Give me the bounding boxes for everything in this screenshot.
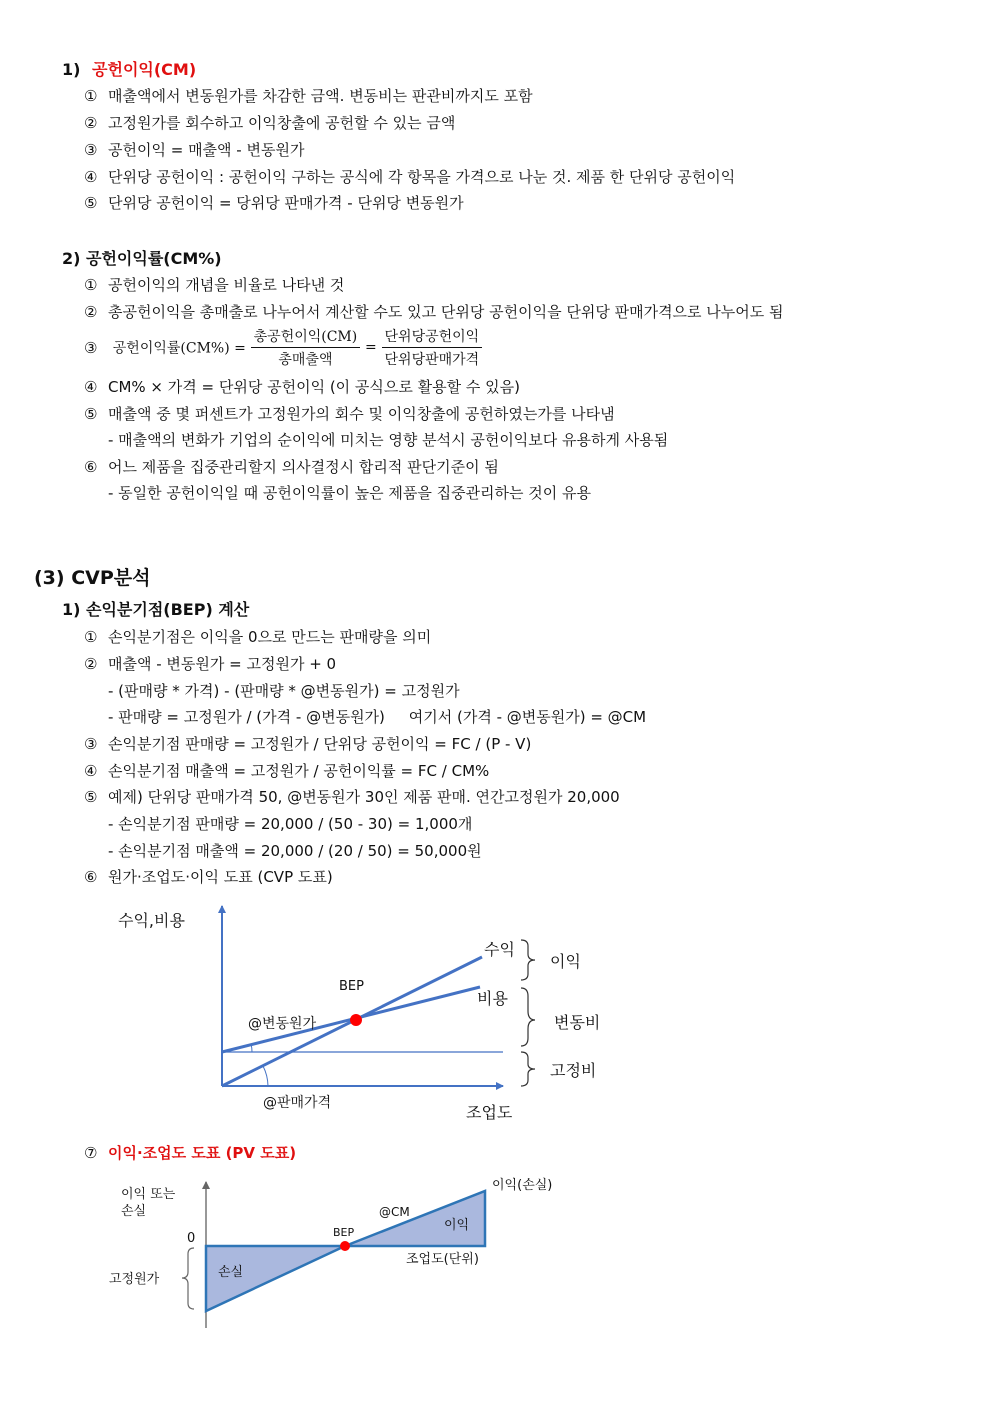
list-item: ⑤ 예제) 단위당 판매가격 50, @변동원가 30인 제품 판매. 연간고정원가 20,000 xyxy=(84,788,620,806)
formula-lhs: 공헌이익률(CM%) = xyxy=(112,340,246,357)
pv-fixed-cost-label: 고정원가 xyxy=(109,1272,160,1287)
list-item: ⑤ 단위당 공헌이익 = 당위당 판매가격 - 단위당 변동원가 xyxy=(84,194,464,212)
list-item: ② 고정원가를 회수하고 이익창출에 공헌할 수 있는 금액 xyxy=(84,114,456,132)
cvp-y-axis-label: 수익,비용 xyxy=(118,911,185,930)
list-item: ④ 손익분기점 매출액 = 고정원가 / 공헌이익률 = FC / CM% xyxy=(84,762,490,780)
pv-chart xyxy=(100,1172,580,1332)
list-sub-item: - 매출액의 변화가 기업의 순이익에 미치는 영향 분석시 공헌이익보다 유용하게 사용됨 xyxy=(108,431,669,449)
cvp-variable-cost-brace xyxy=(521,988,535,1046)
pv-y-axis-label-1: 이익 또는 xyxy=(121,1187,176,1202)
cvp-fixed-cost-brace xyxy=(521,1052,535,1086)
cm-heading-number: 1) xyxy=(62,60,81,79)
cm-heading-title: 공헌이익(CM) xyxy=(92,60,197,79)
pv-chart-heading: ⑦ 이익·조업도 도표 (PV 도표) xyxy=(84,1144,297,1162)
list-item: ② 매출액 - 변동원가 = 고정원가 + 0 xyxy=(84,655,337,673)
list-sub-item: - 손익분기점 판매량 = 20,000 / (50 - 30) = 1,000개 xyxy=(108,815,473,833)
cvp-fixed-cost-label: 고정비 xyxy=(550,1061,597,1080)
cvp-price-angle xyxy=(263,1066,268,1086)
pv-x-axis-label: 조업도(단위) xyxy=(406,1252,479,1267)
formula-item: ③ 공헌이익률(CM%) = $\frac{\text{총공헌이익(CM)}}{\text{총매출액}}$ = $\frac{\text{단위당공헌이익}}{\text{단위당판매가격}}$ xyxy=(84,326,482,369)
list-item: ⑥ 어느 제품을 집중관리할지 의사결정시 합리적 판단기준이 됨 xyxy=(84,458,499,476)
pv-fixed-cost-brace xyxy=(182,1248,194,1309)
pv-bep-point xyxy=(340,1241,350,1251)
list-item: ④ CM% × 가격 = 단위당 공헌이익 (이 공식으로 활용할 수 있음) xyxy=(84,378,520,396)
cvp-revenue-label: 수익 xyxy=(484,940,515,959)
pv-y-axis-label-2: 손실 xyxy=(121,1204,147,1219)
list-sub-item: - 손익분기점 매출액 = 20,000 / (20 / 50) = 50,000원 xyxy=(108,842,482,860)
cvp-chart xyxy=(100,895,660,1130)
bep-heading: 1) 손익분기점(BEP) 계산 xyxy=(62,600,250,619)
pv-profit-loss-label: 이익(손실) xyxy=(492,1178,553,1193)
list-sub-item: - 판매량 = 고정원가 / (가격 - @변동원가) 여기서 (가격 - @변동원가) = @CM xyxy=(108,708,647,726)
cvp-bep-label: BEP xyxy=(339,979,364,994)
pv-profit-area-label: 이익 xyxy=(444,1218,470,1233)
list-item: ③ 공헌이익 = 매출액 - 변동원가 xyxy=(84,141,305,159)
cvp-bep-point xyxy=(350,1014,362,1026)
cvp-profit-brace xyxy=(521,940,535,980)
list-sub-item: - 동일한 공헌이익일 때 공헌이익률이 높은 제품을 집중관리하는 것이 유용 xyxy=(108,484,592,502)
list-item: ③ 손익분기점 판매량 = 고정원가 / 단위당 공헌이익 = FC / (P - V) xyxy=(84,735,532,753)
list-sub-item: - (판매량 * 가격) - (판매량 * @변동원가) = 고정원가 xyxy=(108,682,460,700)
list-item: ② 총공헌이익을 총매출로 나누어서 계산할 수도 있고 단위당 공헌이익을 단위당 판매가격으로 나누어도 됨 xyxy=(84,303,784,321)
formula-fraction-total: $\frac{\text{총공헌이익(CM)}}{\text{총매출액}}$ xyxy=(251,326,361,369)
list-item: ⑥ 원가·조업도·이익 도표 (CVP 도표) xyxy=(84,868,333,886)
pv-loss-area-label: 손실 xyxy=(218,1265,244,1280)
pv-cm-label: @CM xyxy=(379,1205,410,1219)
cmr-heading: 2) 공헌이익률(CM%) xyxy=(62,249,222,268)
cvp-profit-label: 이익 xyxy=(550,952,581,971)
list-item: ① 공헌이익의 개념을 비율로 나타낸 것 xyxy=(84,276,345,294)
cvp-x-axis-label: 조업도 xyxy=(466,1103,513,1122)
list-item: ① 매출액에서 변동원가를 차감한 금액. 변동비는 판관비까지도 포함 xyxy=(84,87,533,105)
pv-zero-label: 0 xyxy=(187,1231,196,1246)
list-item: ① 손익분기점은 이익을 0으로 만드는 판매량을 의미 xyxy=(84,628,432,646)
pv-bep-label: BEP xyxy=(333,1226,355,1239)
cvp-cost-label: 비용 xyxy=(477,989,508,1008)
cm-heading xyxy=(62,57,196,80)
list-item: ⑤ 매출액 중 몇 퍼센트가 고정원가의 회수 및 이익창출에 공헌하였는가를 나타냄 xyxy=(84,405,615,423)
cvp-price-label: @판매가격 xyxy=(263,1095,332,1111)
formula-fraction-unit: $\frac{\text{단위당공헌이익}}{\text{단위당판매가격}}$ xyxy=(382,326,483,369)
cvp-variable-cost-label: 변동비 xyxy=(554,1013,601,1032)
cvp-heading: (3) CVP분석 xyxy=(34,567,151,589)
cvp-var-cost-label: @변동원가 xyxy=(248,1016,317,1032)
list-item: ④ 단위당 공헌이익 : 공헌이익 구하는 공식에 각 항목을 가격으로 나눈 것. 제품 한 단위당 공헌이익 xyxy=(84,168,736,186)
